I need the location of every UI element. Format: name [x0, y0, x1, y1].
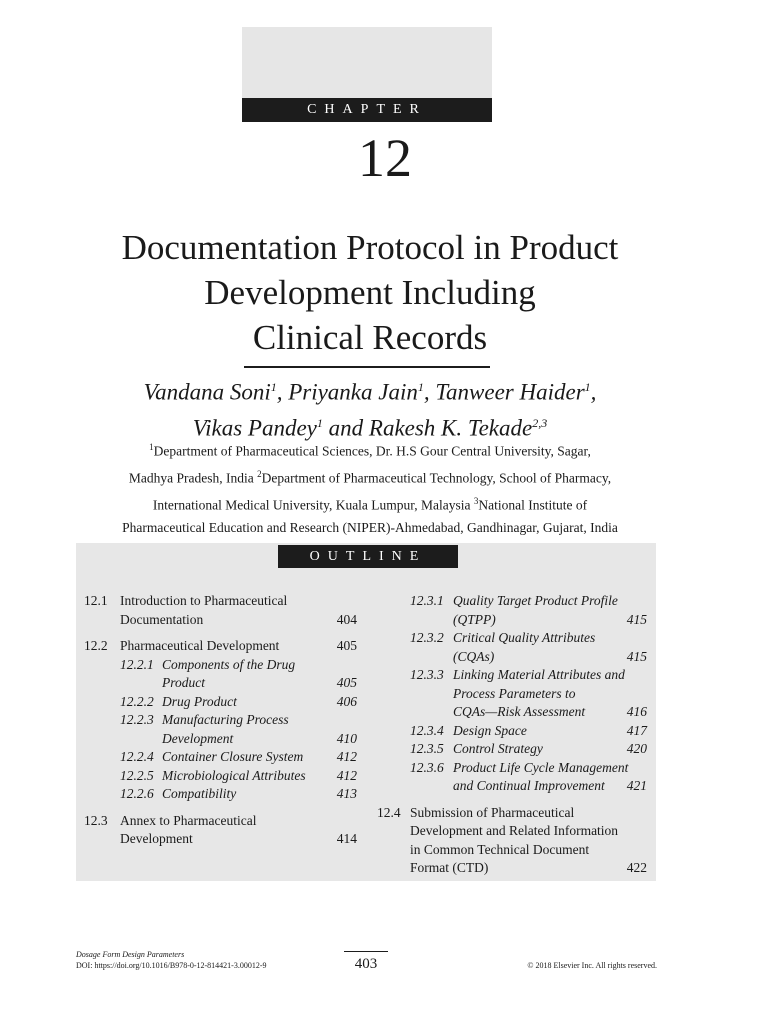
outline-section-title: Submission of Pharmaceutical: [410, 804, 575, 820]
author-affiliation-mark: 1: [584, 380, 591, 394]
affiliations: [60, 436, 680, 540]
outline-page-number: 414: [336, 831, 357, 846]
outline-entry[interactable]: [410, 759, 647, 796]
outline-section-title: Development: [162, 730, 234, 746]
outline-page-number: 415: [626, 611, 647, 627]
outline-section-number: 12.2: [84, 638, 108, 653]
outline-section-number: 12.3.5: [410, 741, 444, 756]
outline-page-number: 420: [626, 741, 647, 756]
outline-section-number: 12.2.1: [120, 656, 154, 672]
author-name: Priyanka Jain: [288, 379, 418, 405]
outline-entry[interactable]: [120, 748, 357, 767]
page-number-rule: [344, 951, 388, 952]
outline-section-number: 12.3.3: [410, 667, 444, 682]
outline-entry[interactable]: [84, 637, 357, 656]
outline-section-title: Container Closure System: [162, 749, 304, 764]
outline-page-number: 406: [336, 693, 357, 709]
outline-section-title: Annex to Pharmaceutical: [120, 812, 257, 828]
author-name: Vikas Pandey: [192, 415, 317, 441]
outline-section-title: Design Space: [453, 722, 527, 738]
copyright-notice: © 2018 Elsevier Inc. All rights reserved.: [527, 961, 657, 970]
outline-entry[interactable]: [377, 804, 647, 878]
outline-section-title: Process Parameters to: [453, 685, 576, 701]
outline-section-title: Drug Product: [162, 693, 237, 709]
outline-entry[interactable]: [410, 592, 647, 629]
outline-section-title: in Common Technical Document: [410, 841, 590, 857]
outline-entry[interactable]: [410, 722, 647, 741]
outline-section-title: Components of the Drug: [162, 656, 296, 672]
outline-section-title: Documentation: [120, 611, 204, 627]
outline-page-number: 404: [336, 611, 357, 627]
outline-section-number: 12.3.2: [410, 630, 444, 645]
author-name: Vandana Soni: [143, 379, 271, 405]
outline-section-number: 12.2.3: [120, 712, 154, 727]
outline-section-title: Pharmaceutical Development: [120, 638, 280, 653]
author-conjunction: and: [328, 415, 364, 441]
outline-section-title: Manufacturing Process: [162, 712, 289, 727]
affiliation-mark: 2: [257, 469, 262, 479]
outline-section-title: Introduction to Pharmaceutical: [120, 593, 288, 608]
outline-section-title: Quality Target Product Profile: [453, 593, 618, 608]
outline-section-number: 12.1: [84, 593, 108, 608]
author-name: Rakesh K. Tekade: [368, 415, 533, 441]
chapter-title: [60, 225, 680, 360]
author-name: Tanweer Haider: [435, 379, 585, 405]
outline-entry[interactable]: [120, 767, 357, 786]
outline-page-number: 405: [336, 675, 357, 690]
outline-section-number: 12.2.4: [120, 749, 154, 764]
outline-page-number: 412: [336, 767, 357, 783]
outline-section-title: (CQAs): [453, 648, 495, 664]
outline-section-number: 12.3: [84, 812, 108, 828]
outline-entry[interactable]: [84, 812, 357, 849]
outline-page-number: 421: [626, 778, 647, 793]
outline-section-title: Development: [120, 831, 193, 846]
outline-entry[interactable]: [120, 711, 357, 748]
affiliation-text: Pharmaceutical Education and Research (NIPER)-Ahmedabad, Gandhinagar, Gujarat, India: [122, 520, 618, 535]
outline-section-title: Compatibility: [162, 786, 237, 801]
outline-page-number: 405: [336, 638, 357, 653]
outline-entry[interactable]: [84, 592, 357, 629]
author-affiliation-mark: 1: [270, 380, 277, 394]
page-number: 403: [354, 956, 378, 972]
outline-entry[interactable]: [410, 740, 647, 759]
outline-section-title: Development and Related Information: [410, 823, 619, 838]
title-line-3: Clinical Records: [252, 318, 488, 357]
affiliation-text: National Institute of: [478, 497, 588, 513]
outline-section-number: 12.3.6: [410, 759, 444, 775]
author-affiliation-mark: 1: [316, 415, 323, 430]
outline-section-title: CQAs—Risk Assessment: [453, 704, 586, 719]
affiliation-text: Madhya Pradesh, India: [128, 470, 258, 486]
outline-section-title: (QTPP): [453, 611, 496, 627]
affiliation-text: Department of Pharmaceutical Technology, School of Pharmacy,: [261, 470, 612, 486]
outline-entry[interactable]: [120, 785, 357, 804]
outline-section-title: Format (CTD): [410, 860, 489, 875]
outline-section-number: 12.3.1: [410, 593, 444, 608]
outline-page-number: 412: [336, 749, 357, 764]
affiliation-mark: 3: [473, 496, 479, 506]
author-affiliation-mark: 2,3: [532, 415, 548, 430]
title-line-1: Documentation Protocol in Product: [121, 228, 619, 267]
outline-section-number: 12.2.6: [120, 786, 154, 801]
outline-section-number: 12.4: [377, 804, 401, 820]
title-underline: [244, 366, 490, 368]
outline-entry[interactable]: [410, 629, 647, 666]
outline-page-number: 410: [336, 730, 357, 746]
affiliation-text: Department of Pharmaceutical Sciences, Dr. H.S Gour Central University, Sagar,: [153, 443, 591, 459]
outline-page-number: 413: [336, 786, 357, 801]
outline-section-number: 12.2.5: [120, 767, 154, 783]
outline-page-number: 422: [626, 860, 647, 875]
affiliation-mark: 1: [149, 442, 154, 452]
outline-entry[interactable]: [120, 693, 357, 712]
outline-section-title: Product: [162, 675, 205, 690]
outline-section-title: and Continual Improvement: [453, 778, 605, 793]
chapter-label: CHAPTER: [242, 98, 492, 122]
outline-entry[interactable]: [410, 666, 647, 722]
affiliation-text: International Medical University, Kuala Lumpur, Malaysia: [152, 497, 474, 513]
title-line-2: Development Including: [204, 273, 536, 312]
outline-label: OUTLINE: [278, 545, 458, 568]
outline-page-number: 415: [626, 648, 647, 664]
outline-page-number: 416: [626, 704, 647, 719]
outline-section-title: Microbiological Attributes: [162, 767, 306, 783]
outline-entry[interactable]: [120, 656, 357, 693]
author-list: Vandana Soni$^1$, Priyanka Jain$^1$, Tanweer Haider$^1$, Vikas Pandey$^1$ and Rakesh K. Tekade$^{2,3}$: [143, 379, 597, 441]
outline-section-title: Product Life Cycle Management: [453, 759, 629, 775]
chapter-number: 12: [358, 128, 412, 188]
book-title: Dosage Form Design Parameters: [76, 950, 185, 959]
outline-page-number: 417: [626, 722, 647, 738]
doi-link[interactable]: DOI: https://doi.org/10.1016/B978-0-12-814421-3.00012-9: [76, 961, 267, 970]
author-affiliation-mark: 1: [417, 380, 424, 394]
outline-section-number: 12.3.4: [410, 722, 444, 738]
outline-section-title: Critical Quality Attributes: [453, 630, 596, 645]
outline-section-number: 12.2.2: [120, 693, 154, 709]
outline-section-title: Linking Material Attributes and: [453, 667, 625, 682]
outline-section-title: Control Strategy: [453, 741, 543, 756]
